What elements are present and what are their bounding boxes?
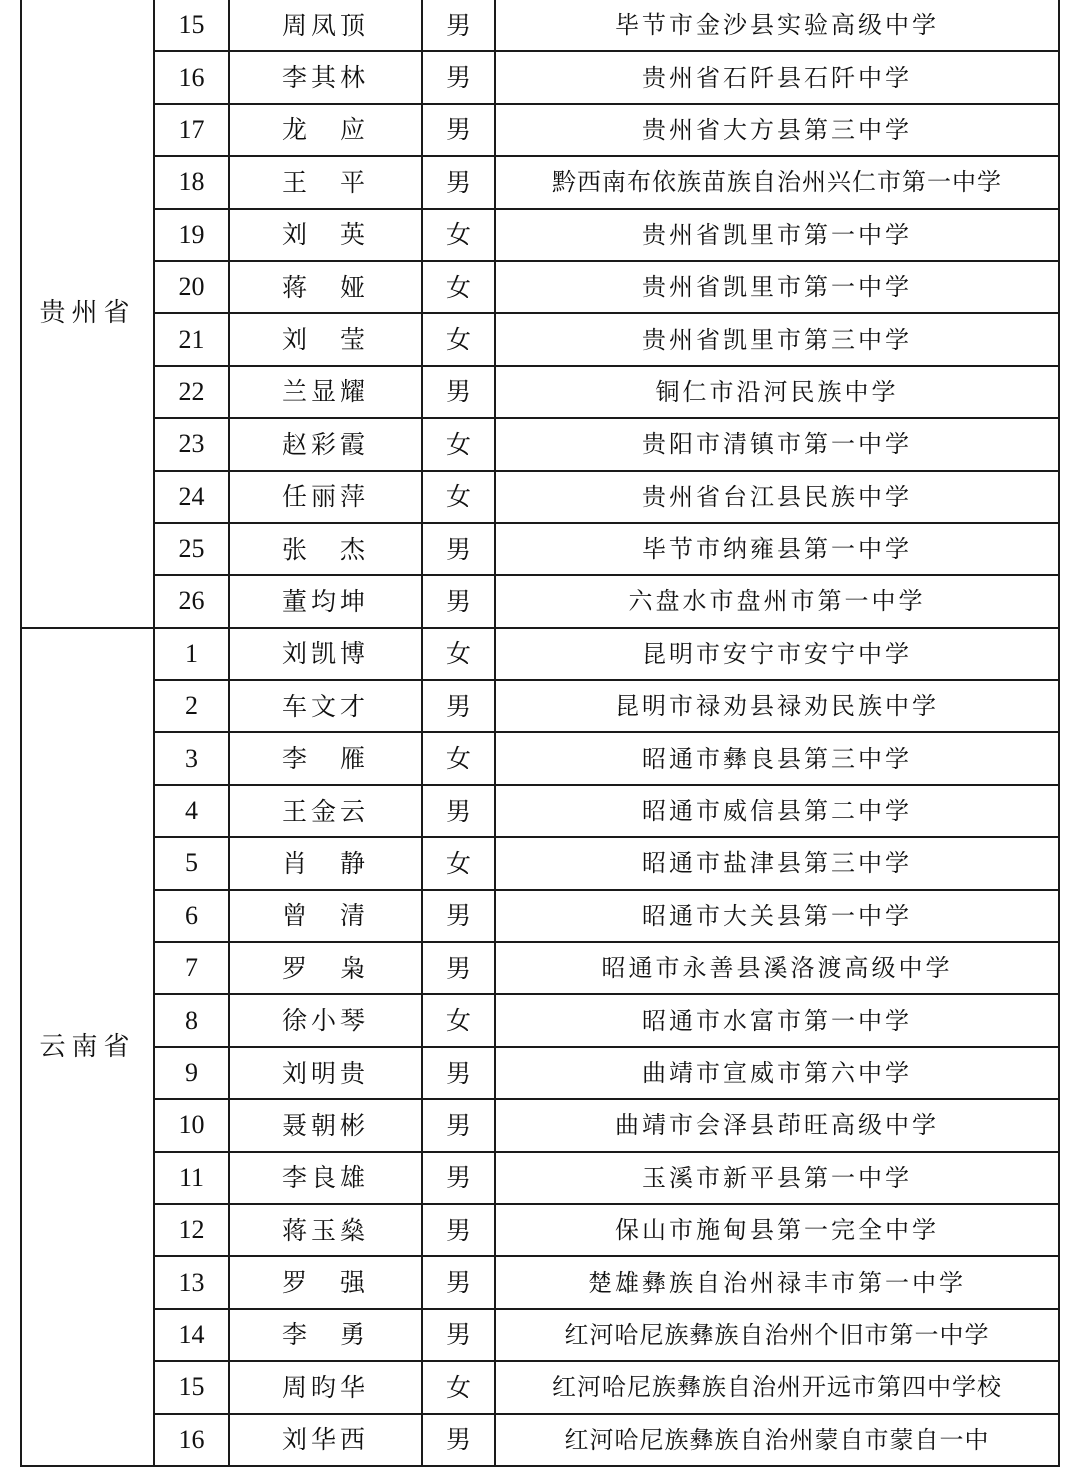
- school-cell: 六盘水市盘州市第一中学: [495, 575, 1059, 627]
- table-row: [21, 51, 1059, 103]
- gender-cell: 男: [422, 156, 495, 208]
- student-name-cell: 刘凯博: [229, 628, 422, 680]
- student-name-cell: 罗 强: [229, 1256, 422, 1308]
- student-name-cell: 蒋 娅: [229, 261, 422, 313]
- gender-cell: 男: [422, 785, 495, 837]
- gender-cell: 女: [422, 994, 495, 1046]
- school-cell: 玉溪市新平县第一中学: [495, 1152, 1059, 1204]
- table-row: [21, 942, 1059, 994]
- gender-cell: 女: [422, 261, 495, 313]
- row-number-cell: 1: [154, 628, 229, 680]
- row-number-cell: 12: [154, 1204, 229, 1256]
- table-row: [21, 575, 1059, 627]
- table-row: [21, 1256, 1059, 1308]
- table-row: [21, 732, 1059, 784]
- student-name-cell: 周凤顶: [229, 0, 422, 51]
- row-number-cell: 19: [154, 209, 229, 261]
- student-name-cell: 周昀华: [229, 1361, 422, 1413]
- row-number-cell: 2: [154, 680, 229, 732]
- gender-cell: 女: [422, 732, 495, 784]
- student-roster-table: [20, 0, 1060, 1467]
- school-cell: 昭通市盐津县第三中学: [495, 837, 1059, 889]
- school-cell: 昭通市大关县第一中学: [495, 890, 1059, 942]
- province-cell: 贵州省: [21, 0, 154, 628]
- student-name-cell: 王金云: [229, 785, 422, 837]
- row-number-cell: 15: [154, 1361, 229, 1413]
- school-cell: 红河哈尼族彝族自治州个旧市第一中学: [495, 1309, 1059, 1361]
- gender-cell: 男: [422, 1152, 495, 1204]
- gender-cell: 男: [422, 1047, 495, 1099]
- row-number-cell: 25: [154, 523, 229, 575]
- school-cell: 昭通市水富市第一中学: [495, 994, 1059, 1046]
- school-cell: 昆明市禄劝县禄劝民族中学: [495, 680, 1059, 732]
- school-cell: 黔西南布依族苗族自治州兴仁市第一中学: [495, 156, 1059, 208]
- school-cell: 贵州省台江县民族中学: [495, 471, 1059, 523]
- gender-cell: 女: [422, 418, 495, 470]
- student-name-cell: 李 雁: [229, 732, 422, 784]
- gender-cell: 男: [422, 680, 495, 732]
- gender-cell: 男: [422, 575, 495, 627]
- gender-cell: 女: [422, 313, 495, 365]
- row-number-cell: 8: [154, 994, 229, 1046]
- row-number-cell: 13: [154, 1256, 229, 1308]
- table-row: [21, 156, 1059, 208]
- gender-cell: 女: [422, 1361, 495, 1413]
- row-number-cell: 17: [154, 104, 229, 156]
- row-number-cell: 4: [154, 785, 229, 837]
- table-row: [21, 680, 1059, 732]
- school-cell: 昭通市威信县第二中学: [495, 785, 1059, 837]
- student-name-cell: 徐小琴: [229, 994, 422, 1046]
- school-cell: 铜仁市沿河民族中学: [495, 366, 1059, 418]
- gender-cell: 女: [422, 628, 495, 680]
- school-cell: 红河哈尼族彝族自治州蒙自市蒙自一中: [495, 1414, 1059, 1466]
- roster-body: [21, 0, 1059, 1466]
- school-cell: 贵州省凯里市第三中学: [495, 313, 1059, 365]
- gender-cell: 女: [422, 471, 495, 523]
- table-row: [21, 628, 1059, 680]
- student-name-cell: 聂朝彬: [229, 1099, 422, 1151]
- gender-cell: 男: [422, 51, 495, 103]
- student-name-cell: 刘 莹: [229, 313, 422, 365]
- table-row: [21, 1152, 1059, 1204]
- school-cell: 贵州省凯里市第一中学: [495, 261, 1059, 313]
- student-name-cell: 肖 静: [229, 837, 422, 889]
- school-cell: 毕节市金沙县实验高级中学: [495, 0, 1059, 51]
- table-row: [21, 104, 1059, 156]
- student-name-cell: 任丽萍: [229, 471, 422, 523]
- school-cell: 昆明市安宁市安宁中学: [495, 628, 1059, 680]
- row-number-cell: 21: [154, 313, 229, 365]
- school-cell: 红河哈尼族彝族自治州开远市第四中学校: [495, 1361, 1059, 1413]
- school-cell: 曲靖市会泽县茚旺高级中学: [495, 1099, 1059, 1151]
- student-name-cell: 蒋玉燊: [229, 1204, 422, 1256]
- table-row: [21, 0, 1059, 51]
- row-number-cell: 7: [154, 942, 229, 994]
- table-row: [21, 523, 1059, 575]
- row-number-cell: 26: [154, 575, 229, 627]
- row-number-cell: 22: [154, 366, 229, 418]
- school-cell: 曲靖市宣威市第六中学: [495, 1047, 1059, 1099]
- school-cell: 保山市施甸县第一完全中学: [495, 1204, 1059, 1256]
- table-row: [21, 785, 1059, 837]
- table-row: [21, 471, 1059, 523]
- table-row: [21, 1361, 1059, 1413]
- school-cell: 贵州省石阡县石阡中学: [495, 51, 1059, 103]
- gender-cell: 女: [422, 837, 495, 889]
- gender-cell: 男: [422, 523, 495, 575]
- table-row: [21, 418, 1059, 470]
- student-name-cell: 刘 英: [229, 209, 422, 261]
- row-number-cell: 16: [154, 1414, 229, 1466]
- table-row: [21, 890, 1059, 942]
- gender-cell: 男: [422, 1099, 495, 1151]
- gender-cell: 男: [422, 104, 495, 156]
- table-row: [21, 209, 1059, 261]
- row-number-cell: 5: [154, 837, 229, 889]
- province-cell: 云南省: [21, 628, 154, 1466]
- school-cell: 楚雄彝族自治州禄丰市第一中学: [495, 1256, 1059, 1308]
- gender-cell: 男: [422, 1204, 495, 1256]
- school-cell: 毕节市纳雍县第一中学: [495, 523, 1059, 575]
- row-number-cell: 9: [154, 1047, 229, 1099]
- table-row: [21, 366, 1059, 418]
- student-name-cell: 王 平: [229, 156, 422, 208]
- row-number-cell: 20: [154, 261, 229, 313]
- row-number-cell: 16: [154, 51, 229, 103]
- row-number-cell: 14: [154, 1309, 229, 1361]
- student-name-cell: 刘明贵: [229, 1047, 422, 1099]
- table-row: [21, 1099, 1059, 1151]
- school-cell: 昭通市永善县溪洛渡高级中学: [495, 942, 1059, 994]
- school-cell: 贵州省凯里市第一中学: [495, 209, 1059, 261]
- gender-cell: 男: [422, 1256, 495, 1308]
- school-cell: 昭通市彝良县第三中学: [495, 732, 1059, 784]
- student-name-cell: 李良雄: [229, 1152, 422, 1204]
- gender-cell: 男: [422, 1309, 495, 1361]
- gender-cell: 男: [422, 1414, 495, 1466]
- table-row: [21, 261, 1059, 313]
- row-number-cell: 11: [154, 1152, 229, 1204]
- table-row: [21, 1204, 1059, 1256]
- student-name-cell: 车文才: [229, 680, 422, 732]
- gender-cell: 男: [422, 366, 495, 418]
- table-row: [21, 313, 1059, 365]
- table-row: [21, 1309, 1059, 1361]
- student-name-cell: 龙 应: [229, 104, 422, 156]
- student-name-cell: 李其林: [229, 51, 422, 103]
- student-name-cell: 兰显耀: [229, 366, 422, 418]
- row-number-cell: 18: [154, 156, 229, 208]
- school-cell: 贵阳市清镇市第一中学: [495, 418, 1059, 470]
- school-cell: 贵州省大方县第三中学: [495, 104, 1059, 156]
- student-name-cell: 董均坤: [229, 575, 422, 627]
- table-row: [21, 1414, 1059, 1466]
- row-number-cell: 3: [154, 732, 229, 784]
- student-name-cell: 李 勇: [229, 1309, 422, 1361]
- student-name-cell: 张 杰: [229, 523, 422, 575]
- row-number-cell: 15: [154, 0, 229, 51]
- student-name-cell: 刘华西: [229, 1414, 422, 1466]
- gender-cell: 女: [422, 209, 495, 261]
- table-row: [21, 837, 1059, 889]
- row-number-cell: 6: [154, 890, 229, 942]
- gender-cell: 男: [422, 942, 495, 994]
- student-name-cell: 曾 清: [229, 890, 422, 942]
- row-number-cell: 10: [154, 1099, 229, 1151]
- table-row: [21, 994, 1059, 1046]
- row-number-cell: 23: [154, 418, 229, 470]
- gender-cell: 男: [422, 0, 495, 51]
- table-row: [21, 1047, 1059, 1099]
- student-name-cell: 罗 枭: [229, 942, 422, 994]
- row-number-cell: 24: [154, 471, 229, 523]
- gender-cell: 男: [422, 890, 495, 942]
- student-name-cell: 赵彩霞: [229, 418, 422, 470]
